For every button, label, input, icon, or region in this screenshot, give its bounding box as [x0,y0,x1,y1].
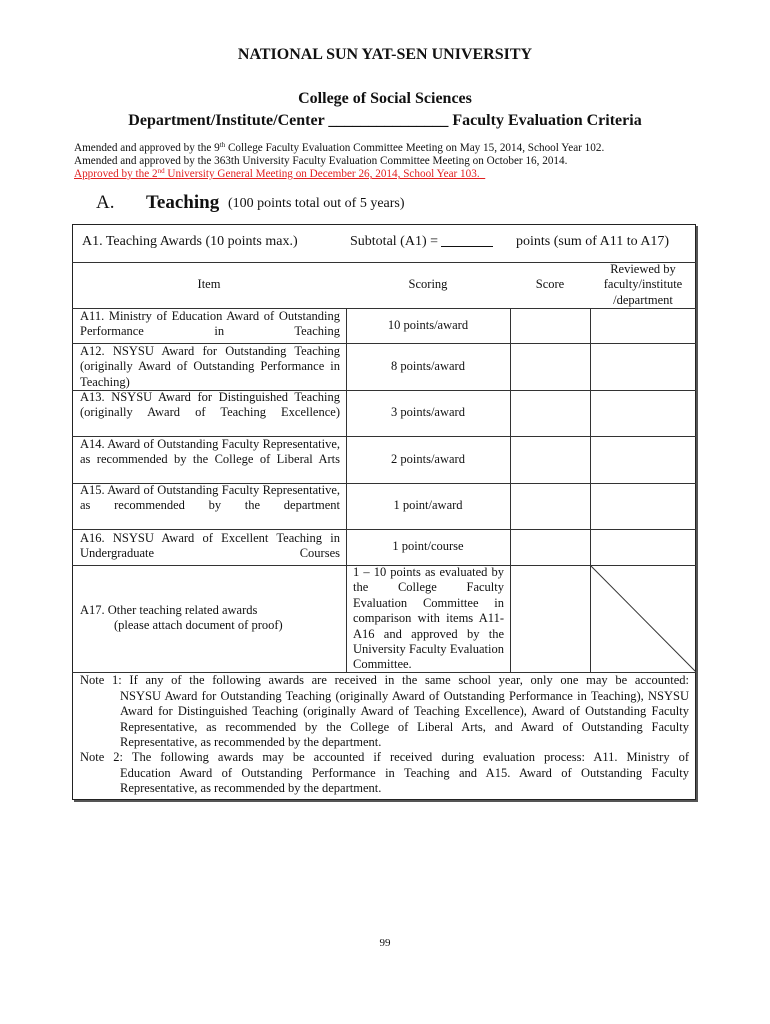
row-scoring-a12: 8 points/award [391,359,465,373]
row-item-a15: A15. Award of Outstanding Faculty Representative, as recommended by the department [80,483,340,513]
amendment-line-3: Approved by the 2nd University General Meeting on December 26, 2014, School Year 103. [74,167,486,180]
amendment-line-2: Amended and approved by the 363th University Faculty Evaluation Committee Meeting on October 16, 2014. [74,155,568,167]
column-header-scoring: Scoring [408,277,448,291]
university-title: NATIONAL SUN YAT-SEN UNIVERSITY [237,46,533,63]
row-item-a16: A16. NSYSU Award of Excellent Teaching in Undergraduate Courses [80,531,340,561]
row-item-a17: A17. Other teaching related awards (please attach document of proof) [80,603,283,633]
row-item-a14: A14. Award of Outstanding Faculty Representative, as recommended by the College of Liberal Arts [80,437,340,467]
subtotal-field: Subtotal (A1) = [350,234,496,250]
group-title: A1. Teaching Awards (10 points max.) [82,234,298,249]
note-2-first-line: Note 2: The following awards may be accounted if received during evaluation process: A11. Ministry of [80,750,689,764]
row-item-a11: A11. Ministry of Education Award of Outstanding Performance in Teaching [80,309,340,339]
table-rule [72,529,696,530]
amendment-line-1: Amended and approved by the 9th College Faculty Evaluation Committee Meeting on May 15, 2014, School Year 102. [74,141,605,154]
note-1-first-line: Note 1: If any of the following awards are received in the same school year, only one may be accounted: [80,673,690,687]
row-scoring-a13: 3 points/award [391,405,465,419]
row-scoring-a15: 1 point/award [393,498,463,512]
section-title: Teaching [146,192,220,213]
row-item-a12: A12. NSYSU Award for Outstanding Teaching (originally Award of Outstanding Performance in Teaching) [80,344,340,389]
table-rule [510,308,511,672]
subtotal-blank[interactable] [441,234,493,247]
section-subtitle: (100 points total out of 5 years) [228,196,405,211]
column-header-reviewed: Reviewed by faculty/institute /department [603,262,683,307]
department-title: Department/Institute/Center _______________ Faculty Evaluation Criteria [128,112,642,129]
column-header-item: Item [197,277,221,291]
not-applicable-slash [590,565,696,672]
note-1-body: NSYSU Award for Outstanding Teaching (originally Award of Outstanding Performance in Teaching), NSYSU Award for Distinguished Teaching (originally Award of Teaching Excellence), Award of Outstanding Faculty Representative, as recommended by the College of Liberal Arts, and Award of Outstanding Faculty Representative, as recommended by the department. [120,689,689,750]
column-header-score: Score [535,277,565,291]
row-scoring-a17: 1 – 10 points as evaluated by the College Faculty Evaluation Committee in comparison with items A11-A16 and approved by the University Faculty Evaluation Committee. [353,565,504,672]
note-2-body: Education Award of Outstanding Performance in Teaching and A15. Award of Outstanding Faculty Representative, as recommended by the department. [120,766,689,796]
section-letter: A. [96,192,115,213]
row-scoring-a16: 1 point/course [392,539,464,553]
college-title: College of Social Sciences [298,90,472,107]
row-scoring-a14: 2 points/award [391,452,465,466]
page-number: 99 [379,937,391,949]
row-item-a13: A13. NSYSU Award for Distinguished Teaching (originally Award of Teaching Excellence) [80,390,340,420]
subtotal-note: points (sum of A11 to A17) [516,234,670,249]
row-scoring-a11: 10 points/award [387,318,469,332]
